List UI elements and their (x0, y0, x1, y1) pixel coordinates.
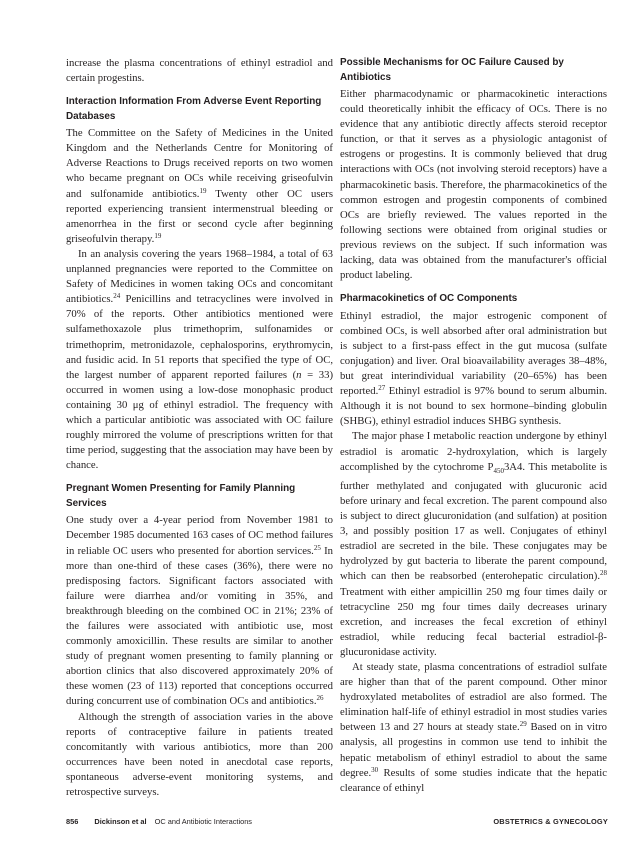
paragraph-continuation: increase the plasma concentrations of ethinyl estradiol and certain progestins. (66, 57, 333, 85)
page-footer (66, 817, 608, 831)
right-column (340, 56, 607, 796)
section-heading-pharmacokinetics: Pharmacokinetics of OC Components (340, 293, 518, 305)
paragraph: Although the strength of association varies in the above reports of contraceptive failure in patients treated concomitantly with various antibiotics, more than 200 occurrences have been noted in anecdotal case reports, spontaneous adverse-event monitoring systems, and retrospective surveys. (66, 710, 333, 799)
paragraph: The major phase I metabolic reaction undergone by ethinyl estradiol is aromatic 2-hydroxylation, which is largely accomplished by the cytochrome $P_{450}3A4$. This metabolite is further methylated and conjugated with glucuronic acid before urinary and fecal excretion. The parent compound also is subject to direct glucuronidation (and sulfation) at position 3, and possibly position 17 as well. Conjugates of ethinyl estradiol are secreted in the bile. These conjugates may be hydrolyzed by gut bacteria to liberate the parent compound, which can then be reabsorbed (enterohepatic circulation).$^{28}$ Treatment with either ampicillin 250 mg four times daily or tetracycline 250 mg four times daily decreases urinary excretion, and increases the fecal excretion of ethinyl estradiol, while reducing fecal bacterial estradiol-β-glucuronidase activity. (340, 430, 607, 658)
citation: 19 (154, 231, 162, 240)
page-number: 856 (66, 817, 79, 826)
subscript: 450 (493, 466, 504, 475)
paragraph: Ethinyl estradiol, the major estrogenic component of combined OCs, is well absorbed after oral administration but is subject to a first-pass effect in the gut mucosa (sulfate conjugation) and liver. Oral bioavailability averages 38–48%, but great interindividual variability (20–65%) has been reported.$^{27}$ Ethinyl estradiol is 97% bound to serum albumin. Although it is not bound to sex hormone–binding globulin (SHBG), ethinyl estradiol induces SHBG synthesis. (340, 309, 607, 428)
paragraph: One study over a 4-year period from November 1981 to December 1985 documented 163 cases of OC method failures in reliable OC users who presented for abortion services.$^{25}$ In more than one-third of these cases (36%), there were no predisposing factors. Significant factors associated with failure were diarrhea and/or vomiting in 35%, and breakthrough bleeding on the combined OC in 21%; 23% of the failures were associated with antibiotic use, most commonly amoxicillin. These results are similar to another study of pregnant women presenting to family planning or abortion clinics that also discovered approximately 20% of these women (23 of 113) reported that conceptions occurred during concurrent use of combination OCs and antibiotics.$^{26}$ (66, 514, 333, 708)
citation: 30 (371, 765, 379, 774)
citation: 25 (313, 543, 321, 552)
citation: 28 (600, 569, 607, 578)
section-heading-pregnant-women: Pregnant Women Presenting for Family Planning Services (66, 483, 296, 509)
left-column (66, 56, 333, 800)
footer-article-title: OC and Antibiotic Interactions (154, 817, 253, 826)
paragraph: In an analysis covering the years 1968–1984, a total of 63 unplanned pregnancies were reported to the Committee on Safety of Medicines in women taking OCs and concomitant antibiotics.$^{24}$ Penicillins and tetracyclines were involved in 70% of the reports. Other antibiotics mentioned were sulfamethoxazole plus trimethoprim, sulfonamides or trimethoprim, metronidazole, cephalosporins, erythromycin, and fusidic acid. In 51 reports that specified the type of OC, the largest number of apparent reported failures (n = 33) occurred in women using a low-dose monophasic product containing 30 μg of ethinyl estradiol. The frequency with which a particular antibiotic was associated with OC failure roughly mirrored the volume of prescriptions written for that time period, suggesting that the association may have been by chance. (66, 247, 334, 472)
footer-authors: Dickinson et al (94, 817, 147, 826)
footer-journal-name: OBSTETRICS & GYNECOLOGY (493, 817, 608, 826)
citation: 19 (199, 186, 207, 195)
paragraph: At steady state, plasma concentrations of estradiol sulfate are higher than that of the parent compound. Other minor hydroxylated metabolites of estradiol are also formed. The elimination half-life of ethinyl estradiol in most studies varies between 13 and 27 hours at steady state.$^{29}$ Based on in vitro analysis, all progestins in common use tend to inhibit the hepatic metabolism of ethinyl estradiol to about the same degree.$^{30}$ Results of some studies indicate that the hepatic clearance of ethinyl (340, 661, 607, 794)
citation: 26 (316, 694, 324, 703)
section-heading-possible-mechanisms: Possible Mechanisms for OC Failure Caused by Antibiotics (340, 57, 564, 83)
citation: 24 (113, 292, 121, 301)
paragraph: The Committee on the Safety of Medicines in the United Kingdom and the Netherlands Centre for Monitoring of Adverse Reactions to Drugs received reports on two women who became pregnant on OCs while receiving griseofulvin and sulfonamide antibiotics.$^{19}$ Twenty other OC users reported experiencing transient intermenstrual bleeding or amenorrhea in the first or second cycle after beginning griseofulvin therapy.$^{19}$ (66, 127, 333, 245)
section-heading-adverse-event-databases: Interaction Information From Adverse Event Reporting Databases (66, 96, 322, 122)
paragraph: Either pharmacodynamic or pharmacokinetic interactions could theoretically inhibit the efficacy of OCs. There is no evidence that any antibiotic directly affects steroid receptor function, or that it serves as a physiologic antagonist of estrogens or progestins. It is commonly believed that drug interactions with OCs (not involving steroid receptors) have a pharmacokinetic basis. Therefore, the pharmacokinetics of the common estrogen and progestin components of combined OCs are briefly reviewed. The values reported in the following sections were obtained from original studies or previous reviews on the subject. If such information was lacking, data was obtained from the manufacturer's official product labeling. (340, 88, 607, 282)
citation: 27 (378, 384, 386, 393)
citation: 29 (519, 720, 527, 729)
